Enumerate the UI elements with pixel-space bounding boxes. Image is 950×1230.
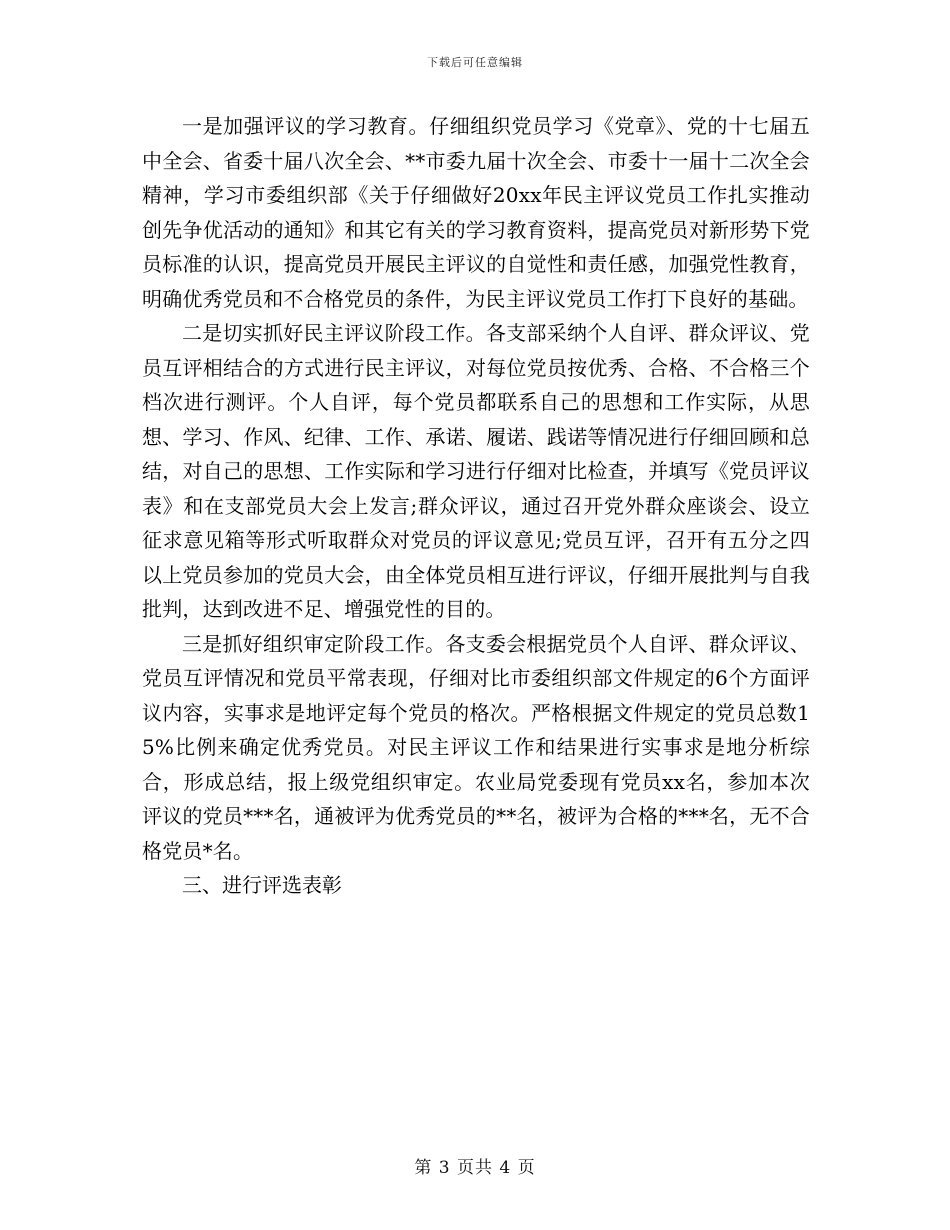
paragraph-organization-review: 三是抓好组织审定阶段工作。各支委会根据党员个人自评、群众评议、党员互评情况和党员平常表现，仔细对比市委组织部文件规定的6个方面评议内容，实事求是地评定每个党员的格次。严格根据文件规定的党员总数15%比例来确定优秀党员。对民主评议工作和结果进行实事求是地分析综合，形成总结，报上级党组织审定。农业局党委现有党员xx名，参加本次评议的党员***名，通被评为优秀党员的**名，被评为合格的***名，无不合格党员*名。 [142,631,810,863]
paragraph-democratic-review: 二是切实抓好民主评议阶段工作。各支部采纳个人自评、群众评议、党员互评相结合的方式进行民主评议，对每位党员按优秀、合格、不合格三个档次进行测评。个人自评，每个党员都联系自己的思想和工作实际，从思想、学习、作风、纪律、工作、承诺、履诺、践诺等情况进行仔细回顾和总结，对自己的思想、工作实际和学习进行仔细对比检查，并填写《党员评议表》和在支部党员大会上发言;群众评议，通过召开党外群众座谈会、设立征求意见箱等形式听取群众对党员的评议意见;党员互评，召开有五分之四以上党员参加的党员大会，由全体党员相互进行评议，仔细开展批判与自我批判，达到改进不足、增强党性的目的。 [142,321,810,621]
section-heading-selection: 三、进行评选表彰 [182,873,342,897]
page-number-footer: 第 3 页共 4 页 [414,1158,536,1178]
page-header-note: 下载后可任意编辑 [427,56,523,69]
document-body [142,109,810,903]
paragraph-study-education: 一是加强评议的学习教育。仔细组织党员学习《党章》、党的十七届五中全会、省委十届八次全会、**市委九届十次全会、市委十一届十二次全会精神，学习市委组织部《关于仔细做好20xx年民主评议党员工作扎实推动创先争优活动的通知》和其它有关的学习教育资料，提高党员对新形势下党员标准的认识，提高党员开展民主评议的自觉性和责任感，加强党性教育，明确优秀党员和不合格党员的条件，为民主评议党员工作打下良好的基础。 [142,114,810,311]
